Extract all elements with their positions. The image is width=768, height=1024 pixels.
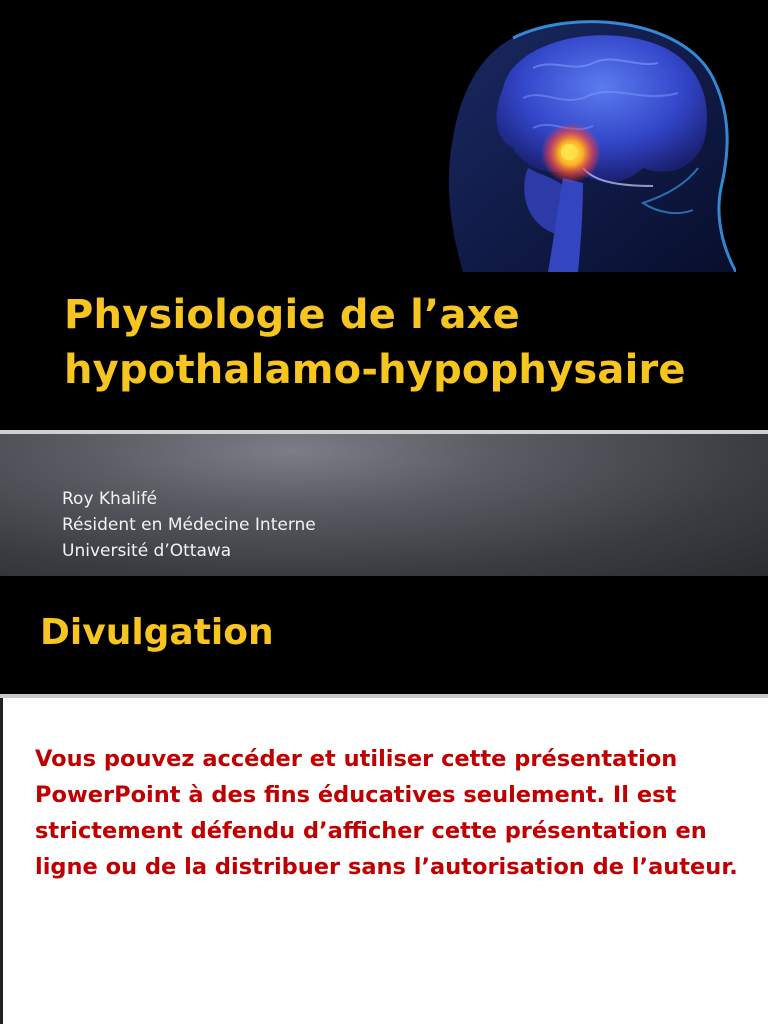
slide-2 [0,576,768,1024]
author-institution: Université d’Ottawa [62,541,232,561]
author-position: Résident en Médecine Interne [62,515,316,535]
brain-illustration [443,18,736,272]
slide-2-title: Divulgation [40,612,274,653]
brain-image [443,18,736,272]
presentation-title [64,288,754,398]
slide-2-header [0,576,768,694]
subtitle [62,486,316,564]
title-line-2: hypothalamo-hypophysaire [64,347,686,393]
author-name: Roy Khalifé [62,489,158,509]
subtitle-band [0,434,768,576]
slide-2-left-border [0,698,3,1024]
title-line-1: Physiologie de l’axe [64,292,520,338]
disclosure-text: Vous pouvez accéder et utiliser cette présentation PowerPoint à des fins éducatives seulement. Il est strictement défendu d’afficher cette présentation en ligne ou de la distribuer sans l’autorisation de l’auteur. [35,746,738,880]
slide-2-divider [0,694,768,698]
